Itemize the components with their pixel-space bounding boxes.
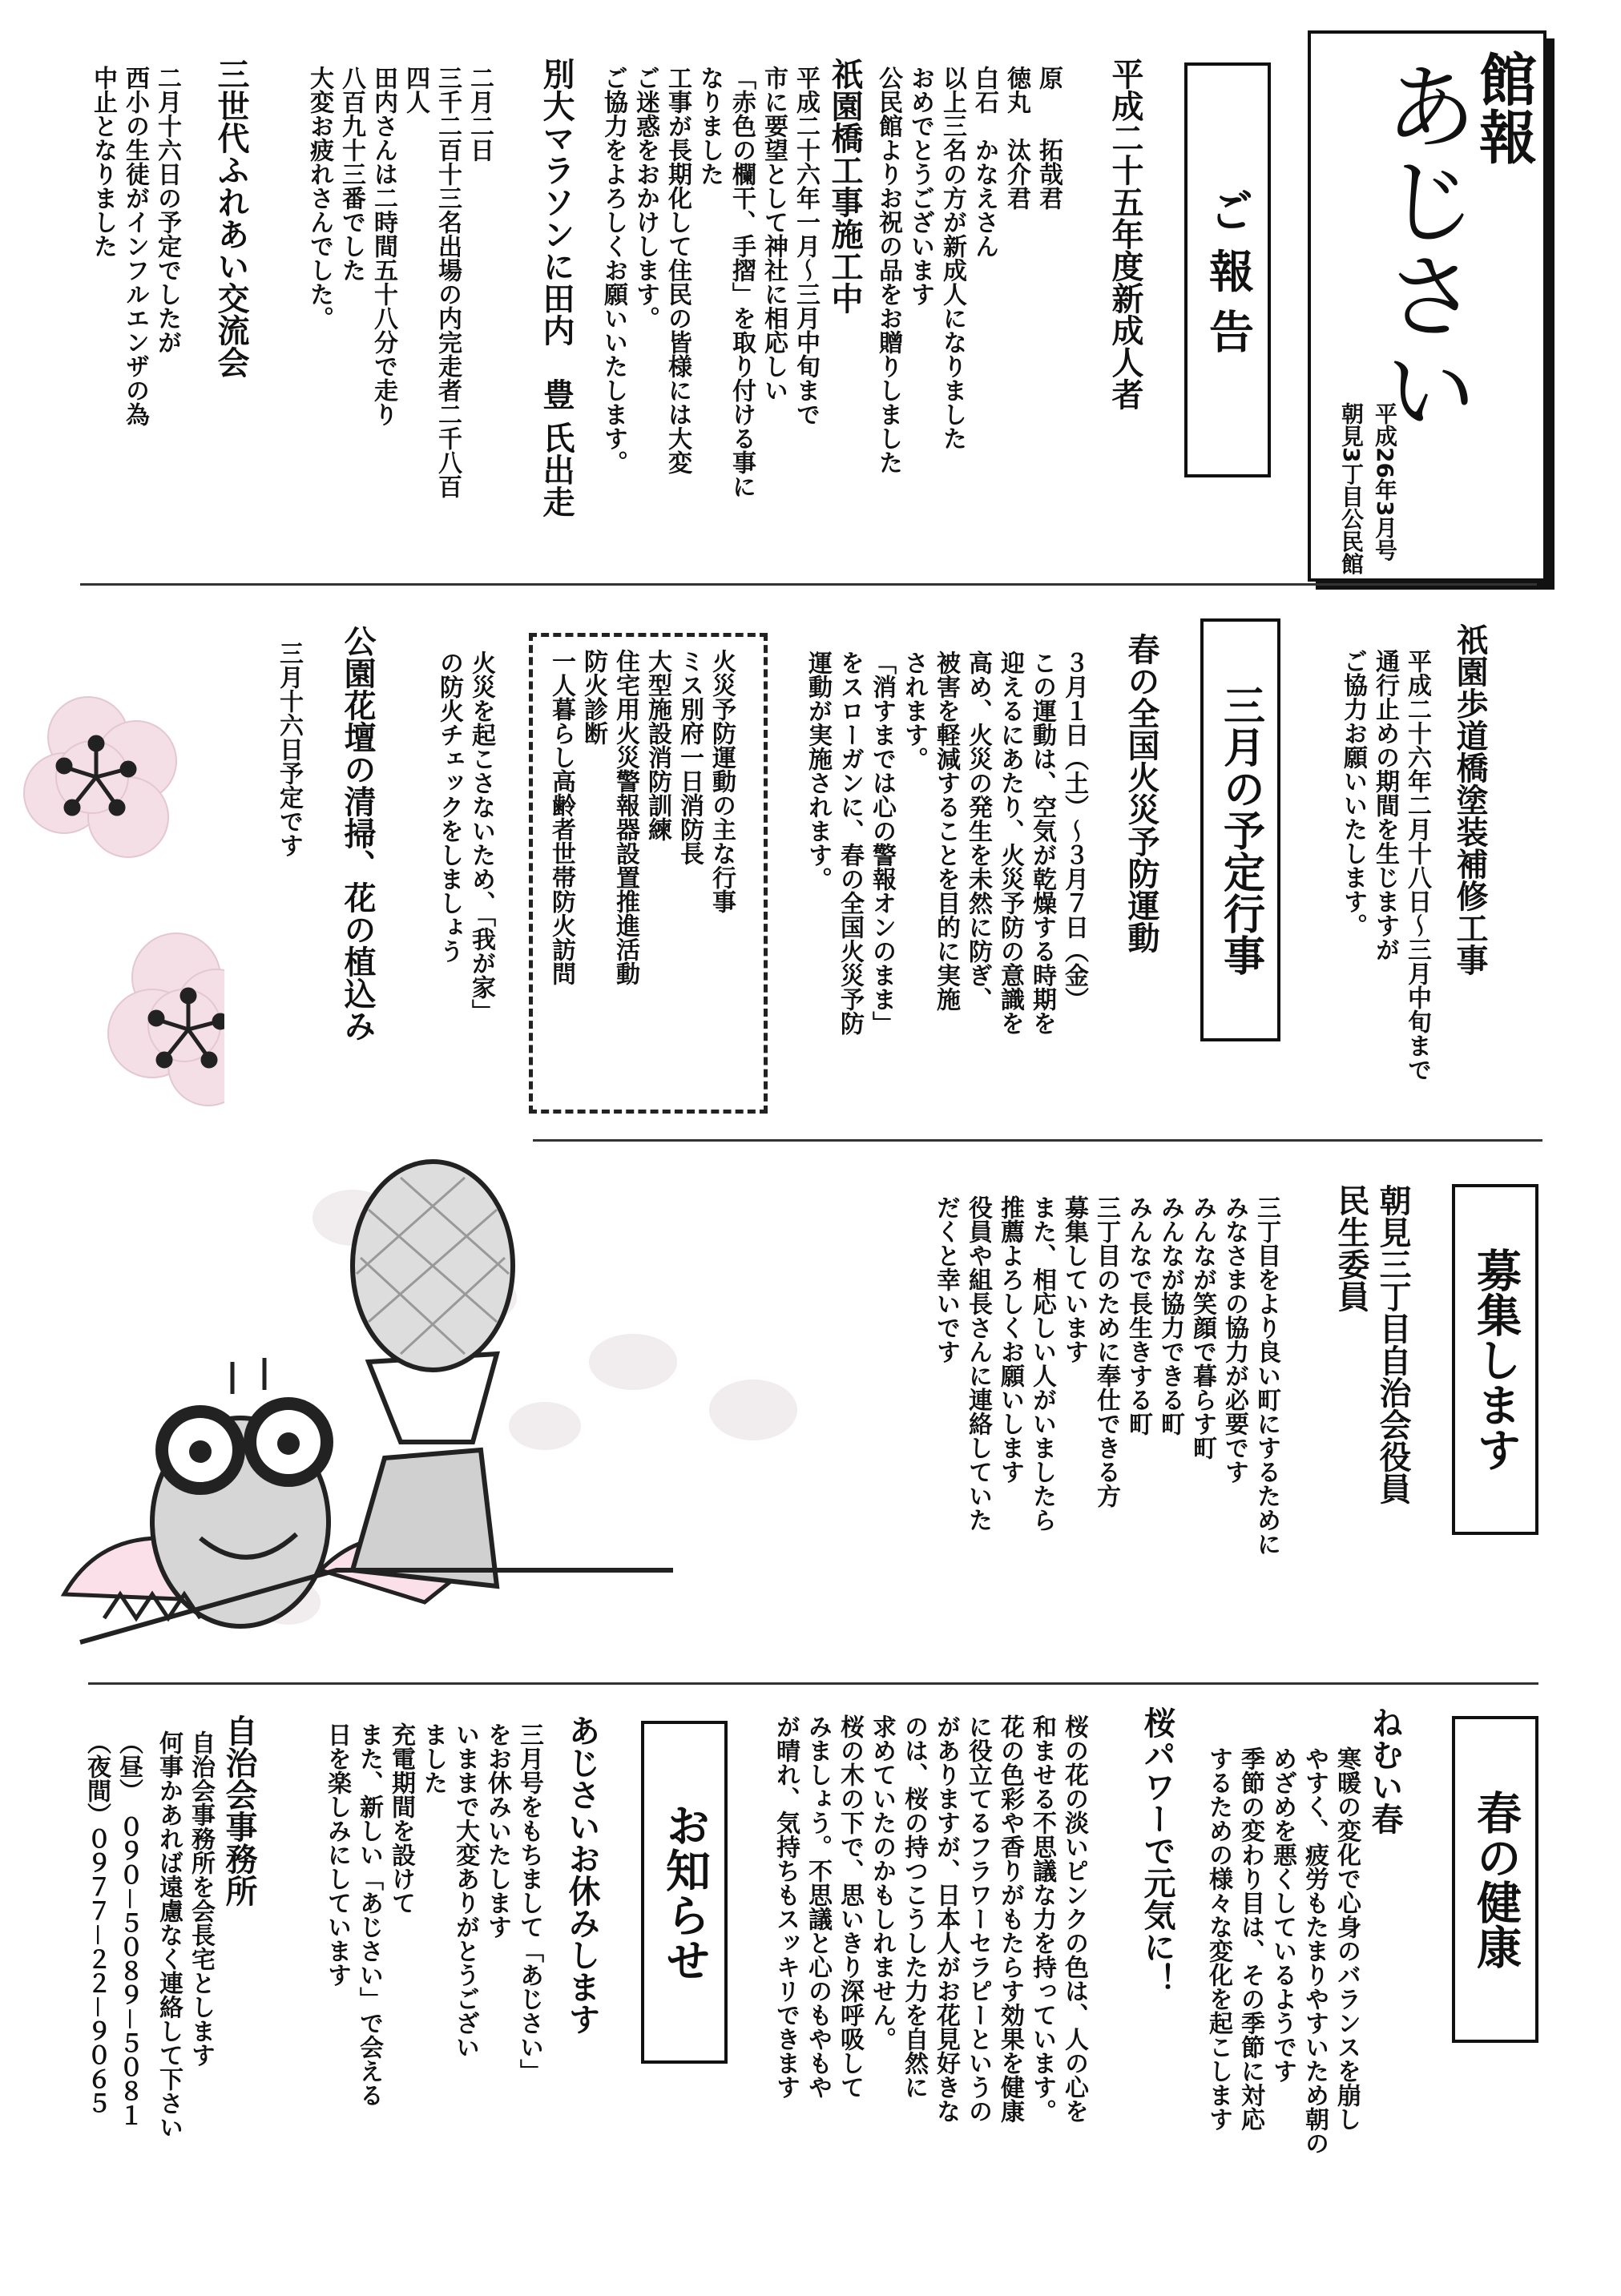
text-line: 三月号をもちまして「あじさい」 bbox=[515, 1722, 543, 2083]
text-line: 公民館よりお祝の品をお贈りしました bbox=[874, 66, 902, 474]
text-line: みんなが協力できる町 bbox=[1156, 1195, 1184, 1436]
march-heading-box bbox=[1200, 618, 1280, 1041]
text-line: 三丁目のために奉仕できる方 bbox=[1092, 1195, 1120, 1508]
recruit-title bbox=[1330, 1184, 1413, 1504]
text-line: をお休みいたします bbox=[483, 1722, 511, 1939]
text-line: みなさまの協力が必要です bbox=[1220, 1195, 1248, 1484]
health-heading: 春の健康 bbox=[1470, 1790, 1522, 1969]
walkway-text bbox=[1337, 649, 1433, 1082]
new-adult-name: 原 拓哉君 bbox=[1034, 66, 1063, 210]
new-adult-name: 徳丸 汰介君 bbox=[1002, 66, 1030, 210]
sandai-text bbox=[87, 66, 183, 426]
health-text-2 bbox=[769, 1714, 1090, 2123]
notice-heading: お知らせ bbox=[659, 1803, 711, 1982]
text-line: 運動が実施されます。 bbox=[804, 651, 832, 891]
text-line: 民生委員 bbox=[1333, 1184, 1369, 1312]
text-line: 和ませる不思議な力を持っています。 bbox=[1028, 1714, 1056, 2123]
phone-day: （昼） ０９０－５０８９－５０８１ bbox=[115, 1730, 143, 2127]
notice-rest-text bbox=[321, 1722, 545, 2107]
text-line: するための様々な変化を起こします bbox=[1204, 1746, 1232, 2131]
text-line: 西小の生徒がインフルエンザの為 bbox=[121, 66, 149, 426]
text-line: がありますが、日本人がお花見好きな bbox=[932, 1714, 960, 2123]
masthead-title: あじさい bbox=[1368, 58, 1478, 436]
fire-title: 春の全国火災予防運動 bbox=[1123, 633, 1159, 953]
office-title: 自治会事務所 bbox=[220, 1714, 257, 1907]
text-line: 防火診断 bbox=[579, 649, 607, 745]
divider bbox=[88, 1682, 1538, 1685]
office-text bbox=[152, 1730, 216, 2139]
text-line: のは、桜の持つこうした力を自然に bbox=[900, 1714, 928, 2099]
text-line: 三丁目をより良い町にするために bbox=[1252, 1195, 1280, 1556]
text-line: が晴れ、気持ちもスッキリできます bbox=[772, 1714, 800, 2099]
text-line: 季節の変わり目は、その季節に対応 bbox=[1236, 1746, 1264, 2131]
text-line: 二月二日 bbox=[466, 66, 494, 162]
text-line: みんなが笑顔で暮らす町 bbox=[1188, 1195, 1216, 1460]
text-line: 平成二十六年一月～三月中旬まで bbox=[792, 66, 820, 426]
new-adults-text bbox=[872, 66, 968, 474]
text-line: をスローガンに、春の全国火災予防 bbox=[836, 651, 864, 1035]
text-line: 推薦よろしくお願いします bbox=[996, 1195, 1024, 1484]
text-line: 三千二百十三名出場の内完走者二千八百 bbox=[433, 66, 462, 498]
text-line: に役立てるフラワーセラピーというの bbox=[964, 1714, 992, 2123]
text-line: 一人暮らし高齢者世帯防火訪問 bbox=[547, 649, 575, 985]
text-line: だくと幸いです bbox=[932, 1195, 960, 1364]
bridge-title: 祇園橋工事施工中 bbox=[826, 58, 863, 314]
text-line: みましょう。不思議と心のもやもや bbox=[804, 1714, 832, 2099]
march-heading: 三月の予定行事 bbox=[1216, 684, 1264, 976]
text-line: 四人 bbox=[401, 66, 429, 114]
text-line: 二月十六日の予定でしたが bbox=[153, 66, 181, 354]
health-text-1 bbox=[1202, 1746, 1362, 2155]
text-line: いままで大変ありがとうござい bbox=[451, 1722, 479, 2059]
masthead-issue: 平成26年3月号 bbox=[1372, 402, 1398, 562]
text-line: 何事かあれば遠慮なく連絡して下さい bbox=[155, 1730, 183, 2139]
text-line: 住宅用火災警報器設置推進活動 bbox=[611, 649, 639, 985]
text-line: 大変お疲れさんでした。 bbox=[305, 66, 333, 330]
text-line: 迎えるにあたり、火災予防の意識を bbox=[996, 651, 1024, 1035]
text-line: また、新しい「あじさい」で会える bbox=[355, 1722, 383, 2107]
text-line: 日を楽しみにしています bbox=[323, 1722, 351, 1987]
recruit-heading-box bbox=[1452, 1184, 1538, 1535]
text-line: 桜の木の下で、思いきり深呼吸して bbox=[836, 1714, 864, 2099]
report-heading-box bbox=[1184, 62, 1271, 477]
text-line: 役員や組長さんに連絡していた bbox=[964, 1195, 992, 1532]
text-line: 通行止めの期間を生じますが bbox=[1371, 649, 1399, 961]
text-line: また、相応しい人がいましたら bbox=[1028, 1195, 1056, 1532]
text-line: 以上三名の方が新成人になりました bbox=[938, 66, 966, 450]
blossom-decoration bbox=[16, 689, 224, 1138]
text-line: 自治会事務所を会長宅とします bbox=[187, 1730, 215, 2067]
new-adults-title: 平成二十五年度新成人者 bbox=[1107, 58, 1143, 410]
text-line: なりました bbox=[696, 66, 724, 186]
text-line: 火災を起こさないため、「我が家」 bbox=[467, 651, 495, 1023]
park-title: 公園花壇の清掃、花の植込み bbox=[339, 625, 376, 1041]
marathon-title: 別大マラソンに田内 豊 氏出走 bbox=[538, 58, 575, 518]
divider bbox=[80, 583, 1537, 586]
park-date: 三月十六日予定です bbox=[275, 641, 303, 857]
text-line: 中止となりました bbox=[89, 66, 117, 258]
report-heading: ご 報 告 bbox=[1202, 187, 1254, 353]
notice-rest-title: あじさいお休みします bbox=[563, 1714, 600, 2035]
text-line: みんなで長生きする町 bbox=[1124, 1195, 1152, 1436]
text-line: 寒暖の変化で心身のバランスを崩し bbox=[1333, 1746, 1361, 2131]
fire-text bbox=[801, 651, 1090, 1035]
masthead-box bbox=[1308, 30, 1546, 582]
new-adult-names bbox=[968, 66, 1064, 258]
mascot-illustration bbox=[48, 1122, 849, 1666]
text-line: 市に要望として神社に相応しい bbox=[760, 66, 788, 402]
bridge-text bbox=[597, 66, 821, 498]
health-heading-box bbox=[1452, 1716, 1538, 2043]
text-line: 工事が長期化して住民の皆様には大変 bbox=[663, 66, 692, 474]
text-line: 花の色彩や香りがもたらす効果を健康 bbox=[996, 1714, 1024, 2123]
text-line: ご協力お願いいたします。 bbox=[1339, 649, 1367, 937]
health-sub-sleepy: ねむい春 bbox=[1366, 1706, 1403, 1835]
text-line: 被害を軽減することを目的に実施 bbox=[932, 651, 960, 1011]
text-line: ３月１日（土）～３月７日（金） bbox=[1060, 651, 1088, 1011]
text-line: 高め、火災の発生を未然に防ぎ、 bbox=[964, 651, 992, 1011]
phone-night: （夜間）０９７７－２２－９０６５ bbox=[83, 1730, 111, 2115]
text-line: ました bbox=[419, 1722, 447, 1795]
text-line: 「消すまでは心の警報オンのまま」 bbox=[868, 651, 896, 1035]
text-line: この運動は、空気が乾燥する時期を bbox=[1028, 651, 1056, 1035]
marathon-text bbox=[303, 66, 495, 498]
text-line: 求めていたのかもしれません。 bbox=[868, 1714, 896, 2051]
fire-closing bbox=[433, 651, 497, 1023]
recruit-heading: 募集します bbox=[1470, 1247, 1522, 1472]
text-line: 田内さんは二時間五十八分で走り bbox=[369, 66, 397, 426]
text-line: 大型施設消防訓練 bbox=[643, 649, 671, 841]
text-line: の防火チェックをしましょう bbox=[435, 651, 463, 963]
masthead-prefix: 館報 bbox=[1470, 50, 1538, 165]
text-line: めざめを悪くしているようです bbox=[1268, 1746, 1296, 2083]
text-line: 充電期間を設けて bbox=[387, 1722, 415, 1915]
recruit-text bbox=[929, 1195, 1282, 1556]
text-line: 平成二十六年二月十八日～三月中旬まで bbox=[1403, 649, 1431, 1082]
notice-heading-box bbox=[641, 1721, 728, 2064]
text-line: おめでとうございます bbox=[906, 66, 934, 306]
text-line: ご迷惑をおかけします。 bbox=[631, 66, 659, 330]
text-line: 「赤色の欄干、手摺」を取り付ける事に bbox=[728, 66, 756, 498]
fire-events bbox=[545, 649, 737, 985]
text-line: 朝見三丁目自治会役員 bbox=[1374, 1184, 1411, 1504]
text-line: 火災予防運動の主な行事 bbox=[708, 649, 736, 913]
office-phones bbox=[80, 1730, 144, 2127]
text-line: ミス別府一日消防長 bbox=[675, 649, 704, 865]
masthead-publisher: 朝見3丁目公民館 bbox=[1338, 402, 1365, 575]
new-adult-name: 白石 かなえさん bbox=[970, 66, 998, 258]
text-line: 募集しています bbox=[1060, 1195, 1088, 1364]
text-line: ご協力をよろしくお願いいたします。 bbox=[599, 66, 627, 474]
walkway-title: 祇園歩道橋塗装補修工事 bbox=[1451, 623, 1488, 976]
sandai-title: 三世代ふれあい交流会 bbox=[212, 58, 249, 378]
text-line: やすく、疲労もたまりやすいため朝の bbox=[1300, 1746, 1329, 2155]
text-line: 八百九十三番でした bbox=[337, 66, 365, 282]
health-sub-sakura: 桜パワーで元気に！ bbox=[1139, 1706, 1175, 1995]
text-line: 桜の花の淡いピンクの色は、人の心を bbox=[1060, 1714, 1088, 2123]
text-line: されます。 bbox=[900, 651, 928, 771]
